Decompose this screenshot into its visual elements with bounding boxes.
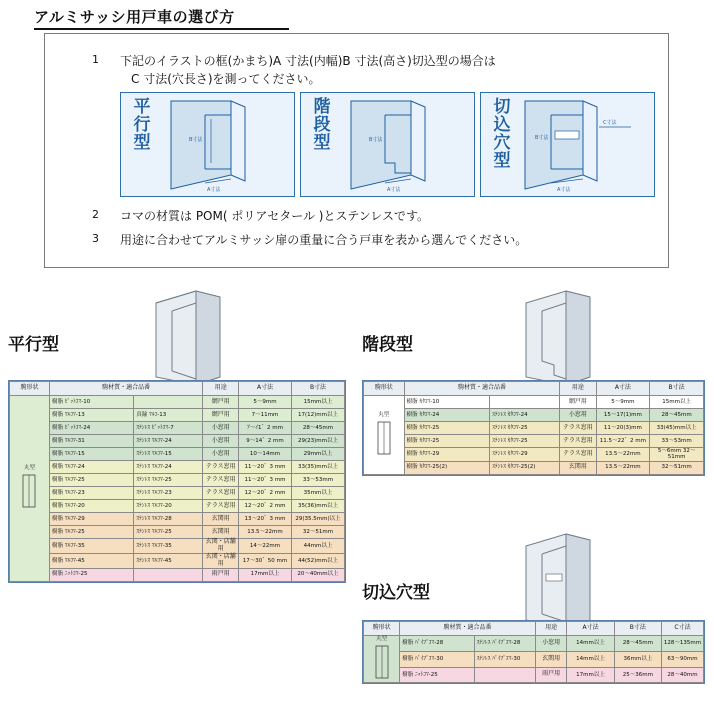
cell-dim-b: 28～45mm <box>614 636 661 652</box>
table-row <box>10 435 345 448</box>
cell-part-number <box>134 396 203 409</box>
table-row <box>364 636 704 652</box>
cell-dim-a: 15～17(1)mm <box>596 409 650 422</box>
th-material: 駒材質・適合品番 <box>49 382 202 396</box>
cell-dim-a: 13.5～22mm <box>596 448 650 462</box>
table-step <box>362 380 705 476</box>
panel2-dim-b-label: B寸法 <box>369 137 383 143</box>
cell-dim-b: 33(35)mm以上 <box>292 461 345 474</box>
roller-shape-icon <box>373 418 395 458</box>
cell-dim-a: 13.5～22mm <box>239 526 292 539</box>
cell-dim-a: ｱ～ｲ1゛2 mm <box>239 422 292 435</box>
table-row <box>10 513 345 526</box>
cell-dim-a: 12～20゛2 mm <box>239 500 292 513</box>
th-use: 用途 <box>203 382 239 396</box>
cell-part-number: ｽﾃﾝﾚｽ ｶﾀｺﾏ-24 <box>490 409 560 422</box>
roller-shape-icon <box>371 642 393 682</box>
cell-dim-b: 33(45)mm以上 <box>650 422 704 435</box>
cell-dim-a: 14mm以上 <box>567 651 614 667</box>
cell-part-number: ｽﾃﾝﾚｽ ﾋﾟｯﾄｺﾏ-7 <box>134 422 203 435</box>
cell-dim-a: 11～20(3)mm <box>596 422 650 435</box>
cell-part-number: ｽﾃﾝﾚｽ ﾏﾙｺﾏ-25 <box>134 474 203 487</box>
shape-label: 丸型 <box>23 465 35 472</box>
cell-part-number: ｽﾃﾝﾚｽ ｶﾀｺﾏ-25(2) <box>490 461 560 474</box>
cell-use: 小窓用 <box>203 448 239 461</box>
table-header-row <box>364 382 704 396</box>
sash-cross-section-parallel <box>161 97 291 195</box>
th-dim-c: C寸法 <box>662 622 704 636</box>
table-row <box>10 553 345 568</box>
table-notch-head <box>364 622 704 636</box>
table-row <box>10 422 345 435</box>
panel3-dim-b-label: B寸法 <box>535 135 549 141</box>
cell-dim-a: 17mm以上 <box>239 568 292 581</box>
cell-dim-b: 32～51mm <box>650 461 704 474</box>
cell-use: 玄関・店舗用 <box>203 553 239 568</box>
cell-material: 樹脂 ｶﾀｺﾏ-10 <box>404 396 490 409</box>
cell-use: 小窓用 <box>535 636 567 652</box>
cell-dim-c: 28～40mm <box>662 667 704 683</box>
diagram-panel-step <box>300 92 475 197</box>
cell-material: 樹脂 ﾏﾙｺﾏ-45 <box>49 553 133 568</box>
cell-dim-a: 5～9mm <box>596 396 650 409</box>
cell-part-number: ｽﾃﾝﾚｽ ｶﾀｺﾏ-25 <box>490 435 560 448</box>
table-step-body <box>364 396 704 475</box>
cell-use: 玄関用 <box>560 461 596 474</box>
cell-use: 雨戸用 <box>535 667 567 683</box>
th-dim-a: A寸法 <box>567 622 614 636</box>
th-dim-b: B寸法 <box>292 382 345 396</box>
cell-dim-a: 13～20゛3 mm <box>239 513 292 526</box>
cell-material: 樹脂 ﾏﾙｺﾏ-25 <box>49 474 133 487</box>
cell-dim-b: 32～51mm <box>292 526 345 539</box>
cell-use: テラス窓用 <box>203 461 239 474</box>
table-row <box>10 568 345 581</box>
step-2-number: 2 <box>92 208 99 221</box>
table-row <box>364 409 704 422</box>
th-dim-b: B寸法 <box>650 382 704 396</box>
cell-use: 小窓用 <box>560 409 596 422</box>
table-notch-body <box>364 636 704 683</box>
table-step-grid <box>363 381 704 475</box>
th-shape: 駒形状 <box>10 382 50 396</box>
cell-part-number: ｽﾃﾝﾚｽ ｶﾀｺﾏ-29 <box>490 448 560 462</box>
cell-dim-a: 17mm以上 <box>567 667 614 683</box>
th-use: 用途 <box>535 622 567 636</box>
cell-dim-b: 17(12)mm以上 <box>292 409 345 422</box>
cell-dim-b: 20～40mm以上 <box>292 568 345 581</box>
cell-dim-c: 128～135mm <box>662 636 704 652</box>
cell-dim-b: 35mm以上 <box>292 487 345 500</box>
step-2-text: コマの材質は POM( ポリアセタール )とステンレスです。 <box>120 209 430 223</box>
cell-part-number: ｽﾃﾝﾚｽ ﾏﾙｺﾏ-20 <box>134 500 203 513</box>
step-1-line-1: 下記のイラストの框(かまち)A 寸法(内幅)B 寸法(高さ)切込型の場合は <box>120 54 496 68</box>
table-parallel-body <box>10 396 345 582</box>
cell-dim-a: 11.5～22゛2 mm <box>596 435 650 448</box>
cell-part-number: ｽﾃﾝﾚｽ ｶﾀｺﾏ-25 <box>490 422 560 435</box>
table-parallel <box>8 380 346 583</box>
cell-part-number: ｽﾃﾝﾚｽ ﾏﾙｺﾏ-15 <box>134 448 203 461</box>
cell-material: 樹脂 ﾏﾙｺﾏ-24 <box>49 461 133 474</box>
cell-dim-b: 28～45mm <box>650 409 704 422</box>
table-row <box>10 500 345 513</box>
cell-part-number <box>490 396 560 409</box>
cell-use: 玄関用 <box>203 513 239 526</box>
table-row <box>364 448 704 462</box>
cell-material: 樹脂 ﾏﾙｺﾏ-23 <box>49 487 133 500</box>
table-row <box>10 448 345 461</box>
table-row <box>364 667 704 683</box>
cell-use: 玄関用 <box>203 526 239 539</box>
cell-material: 樹脂 ﾏﾙｺﾏ-20 <box>49 500 133 513</box>
cell-part-number <box>134 568 203 581</box>
cell-dim-a: 11～20゛3 mm <box>239 474 292 487</box>
table-parallel-head <box>10 382 345 396</box>
cell-use: 小窓用 <box>203 422 239 435</box>
cell-material: 樹脂 ﾊﾟｲﾌﾟｺﾏ-28 <box>400 636 474 652</box>
panel-label-step: 階段型 <box>313 97 331 153</box>
cell-use: 小窓用 <box>203 435 239 448</box>
cell-material: 樹脂 ﾏﾙｺﾏ-31 <box>49 435 133 448</box>
cell-dim-b: 28～45mm <box>292 422 345 435</box>
cell-dim-b: 44(52)mm以上 <box>292 553 345 568</box>
cell-use: 玄関用 <box>535 651 567 667</box>
cell-material: 樹脂 ﾏﾙｺﾏ-15 <box>49 448 133 461</box>
cell-dim-a: 13.5～22mm <box>596 461 650 474</box>
cell-dim-b: 33～53mm <box>292 474 345 487</box>
table-header-row <box>364 622 704 636</box>
cell-dim-a: 14～22mm <box>239 539 292 554</box>
cell-dim-b: 35(36)mm以上 <box>292 500 345 513</box>
table-row <box>364 651 704 667</box>
table-row <box>364 435 704 448</box>
cell-part-number: ｽﾃﾝﾚｽ ﾏﾙｺﾏ-28 <box>134 513 203 526</box>
section-heading-parallel: 平行型 <box>8 335 59 355</box>
cell-dim-b: 15mm以上 <box>650 396 704 409</box>
cell-dim-b: 29(35.5mm)以上 <box>292 513 345 526</box>
table-row <box>10 461 345 474</box>
sash-cross-section-step <box>341 97 471 195</box>
section-heading-step: 階段型 <box>362 335 413 355</box>
cell-use: テラス窓用 <box>203 487 239 500</box>
cell-use: テラス窓用 <box>560 422 596 435</box>
table-row <box>364 396 704 409</box>
cell-part-number <box>474 667 535 683</box>
iso-illustration-step <box>520 285 600 395</box>
cell-part-number: ｽﾃﾝﾚｽ ﾏﾙｺﾏ-35 <box>134 539 203 554</box>
cell-dim-b: 33～53mm <box>650 435 704 448</box>
cell-dim-b: 15mm以上 <box>292 396 345 409</box>
cell-dim-a: 7～11mm <box>239 409 292 422</box>
cell-dim-a: 17～30゛50 mm <box>239 553 292 568</box>
cell-material: 樹脂 ﾏﾙｺﾏ-29 <box>49 513 133 526</box>
panel-label-parallel: 平行型 <box>133 97 151 153</box>
table-row <box>10 487 345 500</box>
cell-material: 樹脂 ﾆｯﾄｺﾏ-25 <box>400 667 474 683</box>
cell-dim-a: 9～14゛2 mm <box>239 435 292 448</box>
th-material: 駒材質・適合品番 <box>404 382 560 396</box>
cell-part-number: ｽﾃﾝﾚｽ ﾊﾟｲﾌﾟｺﾏ-28 <box>474 636 535 652</box>
table-parallel-grid <box>9 381 345 582</box>
cell-part-number: ｽﾃﾝﾚｽ ﾏﾙｺﾏ-23 <box>134 487 203 500</box>
table-step-head <box>364 382 704 396</box>
table-notch <box>362 620 705 684</box>
cell-dim-b: 29mm以上 <box>292 448 345 461</box>
cell-material: 樹脂 ﾏﾙｺﾏ-13 <box>49 409 133 422</box>
page-title: アルミサッシ用戸車の選び方 <box>34 8 235 26</box>
table-row <box>10 396 345 409</box>
step-3-number: 3 <box>92 232 99 245</box>
cell-part-number: 真鍮 ﾏﾙｺ-13 <box>134 409 203 422</box>
shape-illustration-cell <box>10 396 50 582</box>
shape-label: 丸型 <box>378 411 390 418</box>
shape-illustration-cell <box>364 396 405 475</box>
th-shape: 駒形状 <box>364 382 405 396</box>
cell-part-number: ｽﾃﾝﾚｽ ﾊﾟｲﾌﾟｺﾏ-30 <box>474 651 535 667</box>
step-1-line-2: C 寸法(穴長さ)を測ってください。 <box>131 72 321 86</box>
step-1-number: 1 <box>92 53 99 66</box>
cell-dim-b: 5～6mm 32～51mm <box>650 448 704 462</box>
cell-material: 樹脂 ﾆｯﾄｺﾏ-25 <box>49 568 133 581</box>
panel2-dim-a-label: A寸法 <box>387 187 401 193</box>
table-row <box>10 409 345 422</box>
sash-cross-section-notch <box>521 97 651 195</box>
diagram-panel-notch <box>480 92 655 197</box>
cell-use: 玄関・店舗用 <box>203 539 239 554</box>
cell-dim-b: 25～36mm <box>614 667 661 683</box>
cell-material: 樹脂 ﾋﾟｯﾄｺﾏ-24 <box>49 422 133 435</box>
section-heading-notch: 切込穴型 <box>362 583 430 603</box>
cell-dim-b: 29(23)mm以上 <box>292 435 345 448</box>
th-dim-a: A寸法 <box>239 382 292 396</box>
title-underline <box>34 28 289 30</box>
panel3-dim-a-label: A寸法 <box>557 187 571 193</box>
table-header-row <box>10 382 345 396</box>
cell-use: テラス窓用 <box>560 448 596 462</box>
th-shape: 駒形状 <box>364 622 400 636</box>
cell-part-number: ｽﾃﾝﾚｽ ﾏﾙｺﾏ-24 <box>134 461 203 474</box>
th-dim-a: A寸法 <box>596 382 650 396</box>
th-dim-b: B寸法 <box>614 622 661 636</box>
cell-dim-b: 44mm以上 <box>292 539 345 554</box>
th-material: 駒材質・適合品番 <box>400 622 536 636</box>
table-row <box>364 461 704 474</box>
cell-material: 樹脂 ｶﾀｺﾏ-29 <box>404 448 490 462</box>
table-row <box>364 422 704 435</box>
roller-shape-icon <box>18 471 40 511</box>
cell-use: 網戸用 <box>203 409 239 422</box>
panel-label-notch: 切込穴型 <box>493 97 511 171</box>
cell-material: 樹脂 ｶﾀｺﾏ-25 <box>404 422 490 435</box>
cell-dim-a: 5～9mm <box>239 396 292 409</box>
shape-illustration-cell <box>364 636 400 683</box>
shape-label: 丸型 <box>376 636 388 642</box>
table-row <box>10 539 345 554</box>
cell-use: テラス窓用 <box>203 474 239 487</box>
cell-part-number: ｽﾃﾝﾚｽ ﾏﾙｺﾏ-25 <box>134 526 203 539</box>
cell-part-number: ｽﾃﾝﾚｽ ﾏﾙｺﾏ-45 <box>134 553 203 568</box>
table-row <box>10 474 345 487</box>
panel3-dim-c-label: C寸法 <box>603 120 617 126</box>
cell-material: 樹脂 ﾊﾟｲﾌﾟｺﾏ-30 <box>400 651 474 667</box>
cell-use: テラス窓用 <box>203 500 239 513</box>
iso-illustration-parallel <box>150 285 230 395</box>
cell-use: テラス窓用 <box>560 435 596 448</box>
panel1-dim-a-label: A寸法 <box>207 187 221 193</box>
cell-material: 樹脂 ﾋﾟｯﾄｺﾏ-10 <box>49 396 133 409</box>
panel1-dim-b-label: B寸法 <box>189 137 203 143</box>
cell-material: 樹脂 ﾏﾙｺﾏ-35 <box>49 539 133 554</box>
cell-dim-a: 10～14mm <box>239 448 292 461</box>
cell-dim-a: 11～20゛3 mm <box>239 461 292 474</box>
table-row <box>10 526 345 539</box>
step-3-text: 用途に合わせてアルミサッシ扉の重量に合う戸車を表から選んでください。 <box>120 233 528 247</box>
cell-dim-a: 14mm以上 <box>567 636 614 652</box>
th-use: 用途 <box>560 382 596 396</box>
cell-dim-c: 63～90mm <box>662 651 704 667</box>
cell-use: 雨戸用 <box>203 568 239 581</box>
cell-material: 樹脂 ﾏﾙｺﾏ-25 <box>49 526 133 539</box>
cell-part-number: ｽﾃﾝﾚｽ ﾏﾙｺﾏ-24 <box>134 435 203 448</box>
cell-material: 樹脂 ｶﾀｺﾏ-25 <box>404 435 490 448</box>
cell-use: 網戸用 <box>560 396 596 409</box>
cell-material: 樹脂 ｶﾀｺﾏ-25(2) <box>404 461 490 474</box>
cell-dim-b: 36mm以上 <box>614 651 661 667</box>
cell-material: 樹脂 ｶﾀｺﾏ-24 <box>404 409 490 422</box>
cell-dim-a: 12～20゛2 mm <box>239 487 292 500</box>
diagram-panel-parallel <box>120 92 295 197</box>
table-notch-grid <box>363 621 704 683</box>
cell-use: 網戸用 <box>203 396 239 409</box>
